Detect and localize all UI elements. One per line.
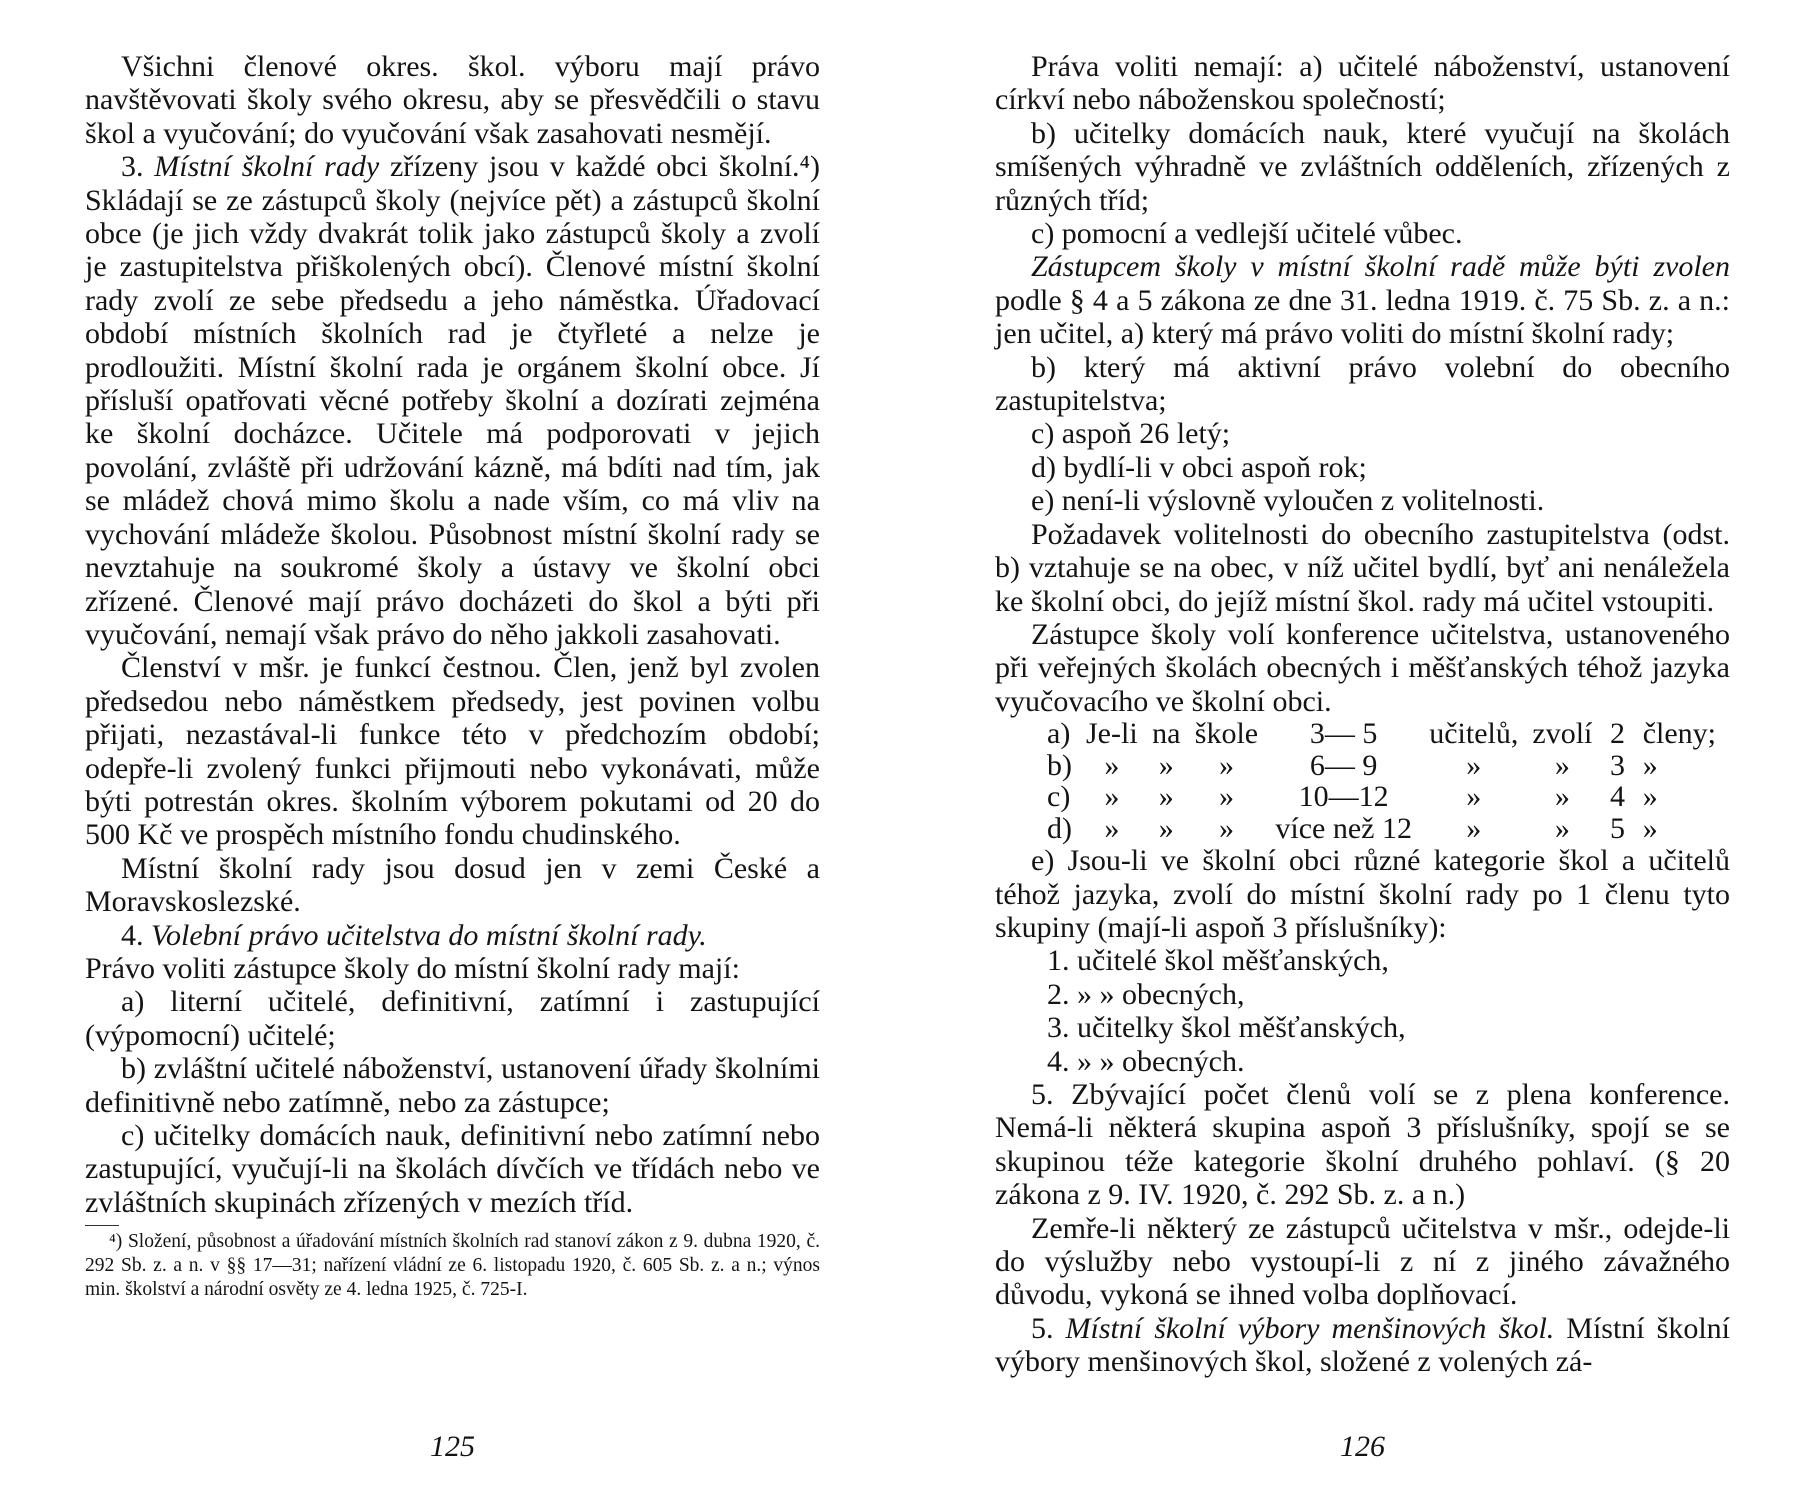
schedule-cell-verb: » (1554, 748, 1570, 782)
text-run: Členství v mšr. je funkcí čestnou. Člen, jenž byl zvolen předsedou nebo náměstkem předsedy, jest povinen volbu přijati, nezastával-li funkce této v předchozím období; odepře-li zvolený funkci přijmouti nebo vykonávati, může býti potrestán okres. školním výborem pokutami od 20 do 500 Kč ve prospěch místního fondu chudinského. (85, 651, 820, 852)
text-run: Místní školní rady jsou dosud jen v zemi České a Moravskoslezské. (85, 851, 820, 919)
schedule-row (1047, 750, 1730, 782)
paragraph (995, 217, 1730, 250)
schedule-cell-letter: c) (1047, 780, 1071, 814)
paragraph (995, 944, 1730, 977)
footnote: ⁴) Složení, působnost a úřadování místních školních rad stanoví zákon z 9. dubna 1920, č. 292 Sb. z. a n. v §§ 17—31; nařízení vládní ze 6. listopadu 1920, č. 605 Sb. z. a n.; výnos min. školství a národní osvěty ze 4. ledna 1925, č. 725-I. (85, 1231, 820, 1301)
right-page-body-bottom (995, 844, 1730, 1379)
schedule-cell-noun: » (1642, 748, 1658, 782)
footnote-rule (85, 1225, 119, 1226)
schedule-cell-q1: » (1104, 748, 1120, 782)
schedule-cell-noun: » (1642, 811, 1658, 845)
schedule-table (1047, 718, 1730, 844)
schedule-cell-range: 6— 9 (1309, 748, 1378, 782)
left-page (85, 50, 820, 1302)
paragraph (85, 150, 820, 651)
right-page-body-top (995, 50, 1730, 718)
text-run: b) učitelky domácích nauk, které vyučují na školách smíšených výhradně ve zvláštních odděleních, zřízených z různých tříd; (995, 116, 1730, 217)
schedule-cell-verb: zvolí (1532, 717, 1593, 751)
text-run: Požadavek volitelnosti do obecního zastupitelstva (odst. b) vztahuje se na obec, v níž učitel bydlí, byť ani nenáležela ke školní obci, do jejíž místní škol. rady má učitel vstoupiti. (995, 517, 1730, 618)
text-run: e) není-li výslovně vyloučen z volitelnosti. (1031, 484, 1545, 518)
schedule-cell-count: 3 (1610, 748, 1626, 782)
left-page-body (85, 50, 820, 1219)
schedule-cell-q1: » (1104, 811, 1120, 845)
schedule-cell-q1: » (1104, 780, 1120, 814)
schedule-cell-letter: d) (1047, 811, 1072, 845)
schedule-cell-unit: » (1466, 748, 1482, 782)
schedule-cell-noun: členy; (1642, 717, 1716, 751)
schedule-cell-letter: b) (1047, 748, 1072, 782)
schedule-cell-verb: » (1554, 780, 1570, 814)
schedule-cell-unit: učitelů, (1429, 717, 1519, 751)
schedule-cell-q2: » (1158, 748, 1174, 782)
paragraph (995, 250, 1730, 350)
schedule-cell-count: 4 (1610, 780, 1626, 814)
italic-heading: Zástupcem školy v místní školní radě může býti zvolen (1031, 250, 1730, 284)
paragraph (995, 484, 1730, 517)
text-run: 3. učitelky škol měšťanských, (1047, 1011, 1406, 1045)
schedule-cell-unit: » (1466, 811, 1482, 845)
schedule-cell-q3: škole (1194, 717, 1259, 751)
paragraph (85, 952, 820, 985)
text-run: Místní školní výbory menšinových škol, složené z volených zá- (995, 1311, 1731, 1379)
text-run: 3. (121, 150, 155, 184)
text-run: b) který má aktivní právo volební do obecního zastupitelstva; (995, 350, 1730, 418)
schedule-cell-q2: na (1152, 717, 1181, 751)
paragraph (85, 50, 820, 150)
paragraph (85, 919, 820, 952)
text-run: zřízeny jsou v každé obci školní.⁴) Skládají se ze zástupců školy (nejvíce pět) a zástupců školní obce (je jich vždy dvakrát tolik jako zástupců školy a zvolí je zastupitelstva přiškolených obcí). Členové místní školní rady zvolí ze sebe předsedu a jeho náměstka. Úřadovací období místních školních rad je čtyřleté a nelze je prodloužiti. Místní školní rada je orgánem školní obce. Jí přísluší opatřovati věcné potřeby školní a dozírati zejména ke školní docházce. Učitele má podporovati v jejich povolání, zvláště při udržování kázně, má bdíti nad tím, jak se mládež chová mimo školu a nade vším, co má vliv na vychování mládeže školou. Působnost místní školní rady se nevztahuje na soukromé školy a ústavy ve školní obci zřízené. Členové mají právo docházeti do škol a býti při vyučování, nemají však právo do něho jakkoli zasahovati. (85, 150, 821, 651)
schedule-row (1047, 781, 1730, 813)
schedule-cell-q2: » (1158, 811, 1174, 845)
paragraph (995, 451, 1730, 484)
paragraph (995, 978, 1730, 1011)
paragraph (995, 117, 1730, 217)
text-run: Zemře-li některý ze zástupců učitelstva v mšr., odejde-li do výslužby nebo vystoupí-li z ní z jiného závažného důvodu, vykoná se ihned volba doplňovací. (995, 1211, 1730, 1312)
schedule-cell-noun: » (1642, 780, 1658, 814)
schedule-cell-q2: » (1158, 780, 1174, 814)
paragraph (995, 1011, 1730, 1044)
paragraph (85, 852, 820, 919)
paragraph (995, 351, 1730, 418)
paragraph (995, 1212, 1730, 1312)
paragraph (995, 1045, 1730, 1078)
text-run: c) pomocní a vedlejší učitelé vůbec. (1031, 217, 1463, 251)
schedule-cell-verb: » (1554, 811, 1570, 845)
paragraph (995, 1078, 1730, 1212)
paragraph (995, 1312, 1730, 1379)
paragraph (85, 985, 820, 1052)
text-run: 4. » » obecných. (1047, 1044, 1245, 1078)
text-run: 1. učitelé škol měšťanských, (1047, 944, 1389, 978)
schedule-cell-range: 3— 5 (1309, 717, 1378, 751)
paragraph (995, 518, 1730, 618)
text-run: e) Jsou-li ve školní obci různé kategorie škol a učitelů téhož jazyka, zvolí do místní školní rady po 1 členu tyto skupiny (mají-li aspoň 3 příslušníky): (995, 844, 1730, 944)
schedule-cell-q3: » (1218, 811, 1234, 845)
schedule-cell-range: více než 12 (1275, 811, 1412, 845)
schedule-cell-unit: » (1466, 780, 1482, 814)
text-run: Právo voliti zástupce školy do místní školní rady mají: (85, 951, 740, 985)
paragraph (995, 844, 1730, 944)
italic-heading: Volební právo učitelstva do místní školní rady. (151, 918, 707, 952)
text-run: 2. » » obecných, (1047, 977, 1245, 1011)
paragraph (85, 651, 820, 851)
paragraph (995, 50, 1730, 117)
page-number-left: 125 (430, 1430, 475, 1463)
paragraph (85, 1119, 820, 1219)
schedule-cell-count: 2 (1610, 717, 1626, 751)
text-run: Zástupce školy volí konference učitelstva, ustanoveného při veřejných školách obecných i měšťanských téhož jazyka vyučovacího ve školní obci. (995, 617, 1730, 718)
paragraph (85, 1052, 820, 1119)
schedule-row (1047, 718, 1730, 750)
paragraph (995, 618, 1730, 718)
text-run: 4. (121, 918, 151, 952)
text-run: c) aspoň 26 letý; (1031, 417, 1231, 451)
italic-heading: Místní školní rady (154, 150, 380, 184)
right-page (995, 50, 1730, 1379)
schedule-cell-q1: Je-li (1086, 717, 1138, 751)
italic-heading: Místní školní výbory menšinových škol. (1065, 1311, 1555, 1345)
text-run: d) bydlí-li v obci aspoň rok; (1031, 450, 1367, 484)
text-run: Práva voliti nemají: a) učitelé náboženství, ustanovení církví nebo náboženskou společností; (995, 50, 1730, 117)
schedule-row (1047, 813, 1730, 845)
text-run: a) literní učitelé, definitivní, zatímní i zastupující (výpomocní) učitelé; (85, 985, 820, 1052)
page-number-right: 126 (1340, 1430, 1385, 1463)
paragraph (995, 417, 1730, 450)
schedule-cell-q3: » (1218, 780, 1234, 814)
text-run: Všichni členové okres. škol. výboru mají právo navštěvovati školy svého okresu, aby se přesvědčili o stavu škol a vyučování; do vyučování však zasahovati nesmějí. (85, 50, 820, 150)
schedule-cell-q3: » (1218, 748, 1234, 782)
text-run: 5. Zbývající počet členů volí se z plena konference. Nemá-li některá skupina aspoň 3 příslušníky, spojí se se skupinou téže kategorie školní druhého pohlaví. (§ 20 zákona z 9. IV. 1920, č. 292 Sb. z. a n.) (995, 1077, 1730, 1212)
schedule-cell-range: 10—12 (1298, 780, 1389, 814)
schedule-cell-letter: a) (1047, 717, 1071, 751)
text-run: c) učitelky domácích nauk, definitivní nebo zatímní nebo zastupující, vyučují-li na školách dívčích ve třídách nebo ve zvláštních skupinách zřízených v mezích tříd. (85, 1119, 820, 1219)
text-run: podle § 4 a 5 zákona ze dne 31. ledna 1919. č. 75 Sb. z. a n.: jen učitel, a) který má právo voliti do místní školní rady; (995, 283, 1730, 351)
schedule-cell-count: 5 (1610, 811, 1626, 845)
text-run: b) zvláštní učitelé náboženství, ustanovení úřady školními definitivně nebo zatímně, nebo za zástupce; (85, 1052, 820, 1119)
text-run: 5. (1031, 1311, 1066, 1345)
